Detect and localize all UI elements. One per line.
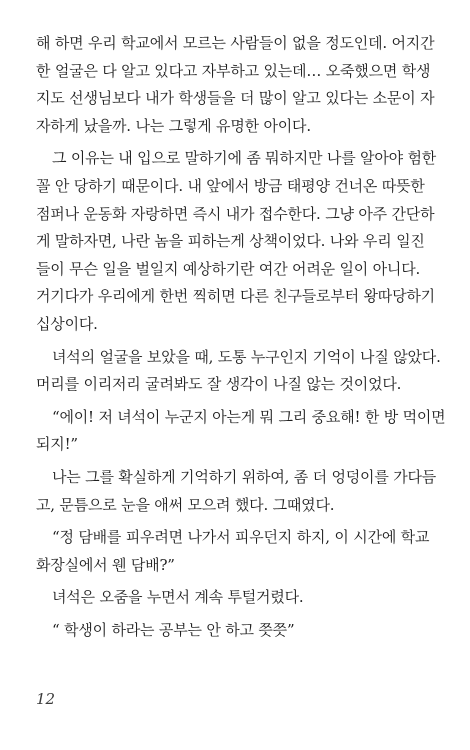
- body-text: [36, 30, 444, 644]
- text-line: 녀석은 오줌을 누면서 계속 투털거렸다.: [52, 588, 304, 607]
- text-line: “ 학생이 하라는 공부는 안 하고 쯧쯧”: [52, 620, 295, 639]
- text-line: 고, 문틈으로 눈을 애써 모으려 했다. 그때였다.: [36, 495, 335, 514]
- text-line: 게 말하자면, 나란 놈을 피하는게 상책이었다. 나와 우리 일진: [36, 232, 425, 251]
- text-line: 십상이다.: [36, 314, 98, 333]
- text-line: 꼴 안 당하기 때문이다. 내 앞에서 방금 태평양 건너온 따뜻한: [36, 176, 425, 195]
- text-line: 한 얼굴은 다 알고 있다고 자부하고 있는데… 오죽했으면 학생: [36, 61, 431, 80]
- text-line: 해 하면 우리 학교에서 모르는 사람들이 없을 정도인데. 어지간: [36, 34, 435, 52]
- text-line: 화장실에서 웬 담배?”: [36, 555, 175, 574]
- text-line: 점퍼나 운동화 자랑하면 즉시 내가 접수한다. 그냥 아주 간단하: [36, 204, 435, 223]
- text-line: 들이 무슨 일을 벌일지 예상하기란 여간 어려운 일이 아니다.: [36, 259, 421, 278]
- text-line: 거기다가 우리에게 한번 찍히면 다른 친구들로부터 왕따당하기: [36, 287, 435, 306]
- text-line: “에이! 저 녀석이 누군지 아는게 뭐 그리 중요해! 한 방 먹이면: [52, 407, 446, 426]
- text-line: 되지!”: [36, 435, 78, 454]
- text-line: 자하게 났을까. 나는 그렇게 유명한 아이다.: [36, 116, 311, 135]
- text-line: 녀석의 얼굴을 보았을 때, 도통 누구인지 기억이 나질 않았다.: [52, 347, 441, 366]
- text-line: 나는 그를 확실하게 기억하기 위하여, 좀 더 엉덩이를 가다듬: [52, 467, 437, 486]
- text-line: 지도 선생님보다 내가 학생들을 더 많이 알고 있다는 소문이 자: [36, 89, 435, 108]
- text-line: “정 담배를 피우려면 나가서 피우던지 하지, 이 시간에 학교: [52, 528, 430, 547]
- text-line: 머리를 이리저리 굴려봐도 잘 생각이 나질 않는 것이었다.: [36, 375, 402, 394]
- text-line: 그 이유는 내 입으로 말하기에 좀 뭐하지만 나를 알아야 험한: [52, 149, 437, 168]
- page-number: 12: [36, 690, 56, 708]
